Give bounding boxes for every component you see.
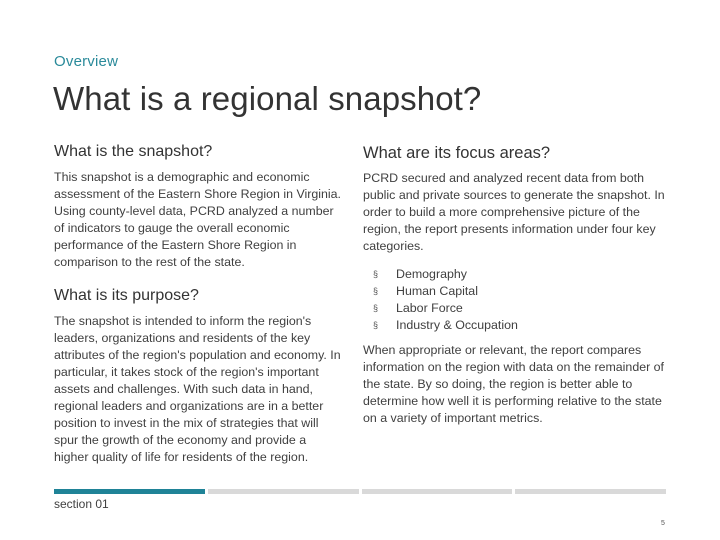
bullet-icon: § [373, 302, 379, 313]
right-column [363, 144, 665, 427]
purpose-body: The snapshot is intended to inform the region's leaders, organizations and residents of the key attributes of the region's population and economy. In particular, it takes stock of the region's important assets and challenges. With such data in hand, regional leaders and organizations are in a better position to invest in the mix of strategies that will spur the growth of the economy and provide a higher quality of life for residents of the region. [54, 314, 341, 465]
progress-segment [362, 489, 513, 494]
focus-areas-intro: PCRD secured and analyzed recent data from both public and private sources to generate the snapshot. In order to build a more comprehensive picture of the region, the report presents information under four key categories. [363, 170, 665, 253]
list-item-label: Industry & Occupation [396, 317, 518, 332]
page-title: What is a regional snapshot? [53, 80, 482, 117]
list-item [363, 283, 665, 300]
progress-segment [208, 489, 359, 494]
focus-areas-outro: When appropriate or relevant, the report compares information on the region with data on the remainder of the state. By so doing, the region is better able to determine how well it is performing relative to the state on a variety of important metrics. [363, 342, 664, 425]
list-item-label: Demography [396, 266, 467, 281]
snapshot-body: This snapshot is a demographic and economic assessment of the Eastern Shore Region in Virginia. Using county-level data, PCRD analyzed a number of indicators to gauge the overall economic performance of the Eastern Shore Region in comparison to the rest of the state. [54, 170, 341, 270]
bullet-icon: § [373, 285, 379, 296]
list-item-label: Labor Force [396, 300, 463, 315]
left-column [54, 142, 342, 466]
snapshot-heading: What is the snapshot? [54, 143, 213, 160]
focus-areas-list [363, 266, 665, 334]
bullet-icon: § [373, 319, 379, 330]
progress-segment [54, 489, 205, 494]
focus-areas-heading: What are its focus areas? [363, 144, 551, 162]
section-progress-bar [54, 489, 666, 494]
purpose-heading: What is its purpose? [54, 287, 199, 305]
section-label: section 01 [54, 497, 109, 511]
page-number: 5 [661, 520, 665, 527]
section-eyebrow: Overview [54, 53, 119, 70]
bullet-icon: § [373, 268, 379, 279]
list-item-label: Human Capital [396, 283, 478, 298]
list-item [363, 317, 665, 334]
progress-segment [515, 489, 666, 494]
list-item [363, 266, 665, 283]
list-item [363, 300, 665, 317]
